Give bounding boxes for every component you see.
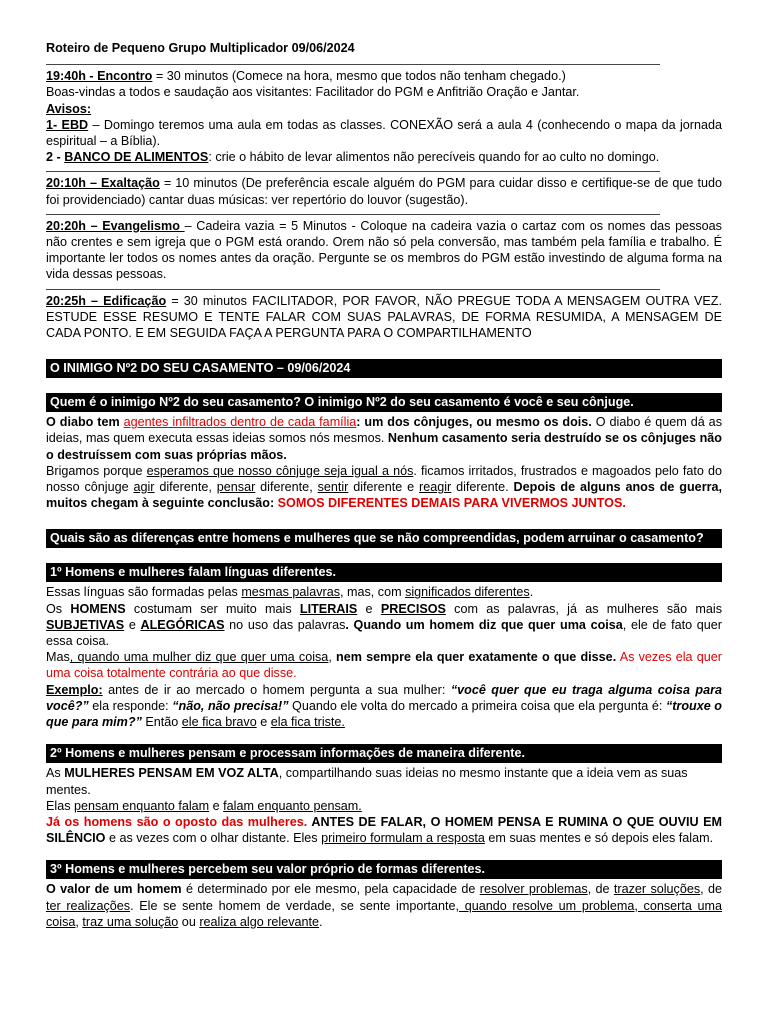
evangelismo-text: – Cadeira vazia = 5 Minutos - Coloque na cadeira vazia o cartaz com os nomes das pessoas não crentes e sem igreja que o PGM está orando. Orem não só pela conversão, mas também pela família e trabalho. É importante ler todos os nomes antes da oração. Pergunte se os membros do PGM estão investindo de alguma forma na vida dessas pessoas. xyxy=(46,218,722,282)
edificacao-line xyxy=(46,293,722,342)
text-run: Já os homens são o oposto das mulheres. xyxy=(46,814,308,829)
text-run: Elas xyxy=(46,798,74,813)
text-run: ANTES DE FALAR, O HOMEM PENSA E RUMINA O QUE OUVIU EM SILÊNCIO xyxy=(46,814,722,846)
text-run: ter realizações xyxy=(46,898,131,913)
text-run: ele fica bravo xyxy=(181,715,257,730)
text-run: resolver problemas xyxy=(479,882,588,897)
banco-line xyxy=(46,149,722,165)
text-run: e xyxy=(256,715,271,730)
text-run: O valor de um homem xyxy=(46,882,182,897)
text-run: traz uma solução xyxy=(82,914,179,929)
text-run: O diabo tem xyxy=(46,415,124,430)
text-run: pensar xyxy=(216,480,256,495)
text-run: . xyxy=(529,585,534,600)
text-run: : um dos cônjuges, ou mesmo os dois. xyxy=(356,415,592,430)
text-run: trazer soluções xyxy=(613,882,701,897)
ebd-line xyxy=(46,117,722,149)
edificacao-text: = 30 minutos FACILITADOR, POR FAVOR, NÃO PREGUE TODA A MENSAGEM OUTRA VEZ. ESTUDE ESSE RESUMO E TENTE FALAR COM SUAS PALAVRAS, DE FORMA RESUMIDA, A MENSAGEM DE CADA PONTO. E EM SEGUIDA FAÇA A PERGUNTA PARA O COMPARTILHAMENTO xyxy=(46,293,722,341)
text-run: agir xyxy=(133,480,155,495)
text-run: Depois de alguns anos de guerra, muitos chegam à seguinte conclusão: xyxy=(46,480,722,511)
boasvindas-line: Boas-vindas a todos e saudação aos visitantes: Facilitador do PGM e Anfitrião Oração e Jantar. xyxy=(46,85,580,100)
section-header-quais: Quais são as diferenças entre homens e mulheres que se não compreendidas, podem arruinar o casamento? xyxy=(46,529,722,548)
text-run: “não, não precisa!” xyxy=(172,698,289,713)
text-run: , quando resolve um problema, conserta uma coisa, xyxy=(46,898,722,929)
text-run: ela fica triste. xyxy=(270,715,345,730)
divider xyxy=(46,58,660,65)
section-header-3: 3º Homens e mulheres percebem seu valor próprio de formas diferentes. xyxy=(46,860,722,879)
text-run: , ele de fato quer essa coisa. xyxy=(46,617,722,649)
text-run: costumam ser muito mais xyxy=(125,601,300,616)
text-run: antes de ir ao mercado o homem pergunta a sua mulher: xyxy=(102,682,451,697)
text-run: , quando uma mulher diz que quer uma coisa xyxy=(69,650,329,665)
text-run: ela responde: xyxy=(88,698,173,713)
text-run: SUBJETIVAS xyxy=(46,617,125,632)
text-run: “trouxe o que para mim?” xyxy=(46,698,722,730)
section-header-main: O INIMIGO Nº2 DO SEU CASAMENTO – 09/06/2024 xyxy=(46,359,722,378)
paragraph-mulher-diz xyxy=(46,649,722,681)
paragraph-valor-homem xyxy=(46,881,722,930)
ebd-text: – Domingo teremos uma aula em todas as classes. CONEXÃO será a aula 4 (conhecendo o mapa da jornada espiritual – a Bíblia). xyxy=(46,117,722,149)
paragraph-voz-alta xyxy=(46,765,722,797)
text-run: e xyxy=(124,617,141,632)
text-run: , mas, com xyxy=(340,585,406,600)
text-run: pensam enquanto falam xyxy=(74,798,210,813)
encontro-line xyxy=(46,68,722,84)
doc-title: Roteiro de Pequeno Grupo Multiplicador 09/06/2024 xyxy=(46,41,355,55)
text-run: Mas xyxy=(46,650,70,665)
text-run: sentir xyxy=(317,480,349,495)
encontro-text: = 30 minutos (Comece na hora, mesmo que todos não tenham chegado.) xyxy=(152,69,566,84)
divider xyxy=(46,208,660,215)
paragraph-exemplo xyxy=(46,682,722,731)
text-run: agentes infiltrados dentro de cada família xyxy=(123,415,357,430)
text-run: “você quer que eu traga alguma coisa para você?” xyxy=(46,682,722,713)
text-run: Exemplo: xyxy=(46,682,103,697)
text-run: LITERAIS xyxy=(299,601,358,616)
text-run: realiza algo relevante xyxy=(199,914,320,929)
exaltacao-time: 20:10h – Exaltação xyxy=(46,176,160,191)
banco-text: : crie o hábito de levar alimentos não perecíveis quando for ao culto no domingo. xyxy=(208,150,660,165)
text-run: significados diferentes xyxy=(405,585,530,600)
text-run: e xyxy=(357,601,381,616)
text-run: Nenhum casamento seria destruído se os cônjuges não o destruíssem com suas próprias mãos. xyxy=(46,431,722,462)
text-run: e xyxy=(209,798,224,813)
text-run: Essas línguas são formadas pelas xyxy=(46,585,242,600)
section-header-1: 1º Homens e mulheres falam línguas diferentes. xyxy=(46,563,722,582)
text-run: As xyxy=(46,766,65,781)
section-header-2: 2º Homens e mulheres pensam e processam informações de maneira diferente. xyxy=(46,744,722,763)
paragraph-homens-oposto xyxy=(46,814,722,846)
section-header-quem: Quem é o inimigo Nº2 do seu casamento? O inimigo Nº2 do seu casamento é você e seu cônjuge. xyxy=(46,393,722,412)
text-run: mesmas palavras xyxy=(241,585,340,600)
paragraph-linguas xyxy=(46,584,722,600)
text-run: ALEGÓRICAS xyxy=(140,617,225,632)
text-run: Quando ele volta do mercado a primeira coisa que ela pergunta é: xyxy=(288,698,666,713)
text-run: , de xyxy=(700,882,723,897)
evangelismo-time: 20:20h – Evangelismo xyxy=(46,218,185,233)
text-run: e as vezes com o olhar distante. Eles xyxy=(105,831,322,846)
text-run: Brigamos porque xyxy=(46,463,147,478)
text-run: . ficamos irritados, frustrados e magoados pelo fato do nosso cônjuge xyxy=(46,463,722,495)
encontro-time: 19:40h - Encontro xyxy=(46,69,153,84)
paragraph-brigamos xyxy=(46,463,722,512)
banco-label: BANCO DE ALIMENTOS xyxy=(64,150,209,165)
text-run: esperamos que nosso cônjuge seja igual a nós xyxy=(146,463,414,478)
text-run: Os xyxy=(46,601,71,616)
exaltacao-line xyxy=(46,175,722,207)
text-run: O diabo é quem dá as ideias, mas quem executa essas ideias somos nós mesmos. xyxy=(46,415,722,446)
text-run: diferente, xyxy=(255,480,318,495)
text-run: . xyxy=(319,914,323,929)
divider xyxy=(46,283,660,290)
text-run: ou xyxy=(178,914,200,929)
text-run: primeiro formulam a resposta xyxy=(321,831,485,846)
banco-num: 2 - xyxy=(46,150,65,165)
exaltacao-text: = 10 minutos (De preferência escale alguém do PGM para cuidar disso e certifique-se de que tudo foi providenciado) cantar duas músicas: ver repertório do louvor (sugestão). xyxy=(46,176,722,207)
text-run: reagir xyxy=(419,480,452,495)
text-run: diferente, xyxy=(154,480,217,495)
text-run: , compartilhando suas ideias no mesmo instante que a ideia vem as suas mentes. xyxy=(46,766,688,797)
text-run: falam enquanto pensam. xyxy=(223,798,362,813)
text-run: em suas mentes e só depois eles falam. xyxy=(484,831,714,846)
text-run: com as palavras, já as mulheres são mais xyxy=(445,601,722,616)
text-run: . Ele se sente homem de verdade, se sente importante xyxy=(130,898,456,913)
text-run: PRECISOS xyxy=(380,601,446,616)
text-run: Então xyxy=(141,715,182,730)
text-run: , xyxy=(328,650,337,665)
text-run: , de xyxy=(587,882,614,897)
paragraph-pensam-falam xyxy=(46,798,722,814)
text-run: diferente. xyxy=(451,480,514,495)
avisos-heading: Avisos: xyxy=(46,101,92,116)
edificacao-time: 20:25h – Edificação xyxy=(46,293,167,308)
paragraph-homens-literais xyxy=(46,601,722,650)
text-run: HOMENS xyxy=(70,601,126,616)
text-run: diferente e xyxy=(348,480,420,495)
text-run: no uso das palavras xyxy=(224,617,346,632)
text-run: SOMOS DIFERENTES DEMAIS PARA VIVERMOS JUNTOS. xyxy=(277,496,626,511)
text-run: . Quando um homem diz que quer uma coisa xyxy=(345,617,623,632)
paragraph-diabo xyxy=(46,414,722,463)
evangelismo-line xyxy=(46,218,722,283)
text-run: é determinado por ele mesmo, pela capacidade de xyxy=(181,882,480,897)
text-run: As vezes ela quer uma coisa totalmente contrária ao que disse. xyxy=(46,650,722,681)
divider xyxy=(46,165,660,172)
ebd-label: 1- EBD xyxy=(46,117,89,132)
text-run: nem sempre ela quer exatamente o que disse. xyxy=(336,650,617,665)
text-run: MULHERES PENSAM EM VOZ ALTA xyxy=(64,766,279,781)
